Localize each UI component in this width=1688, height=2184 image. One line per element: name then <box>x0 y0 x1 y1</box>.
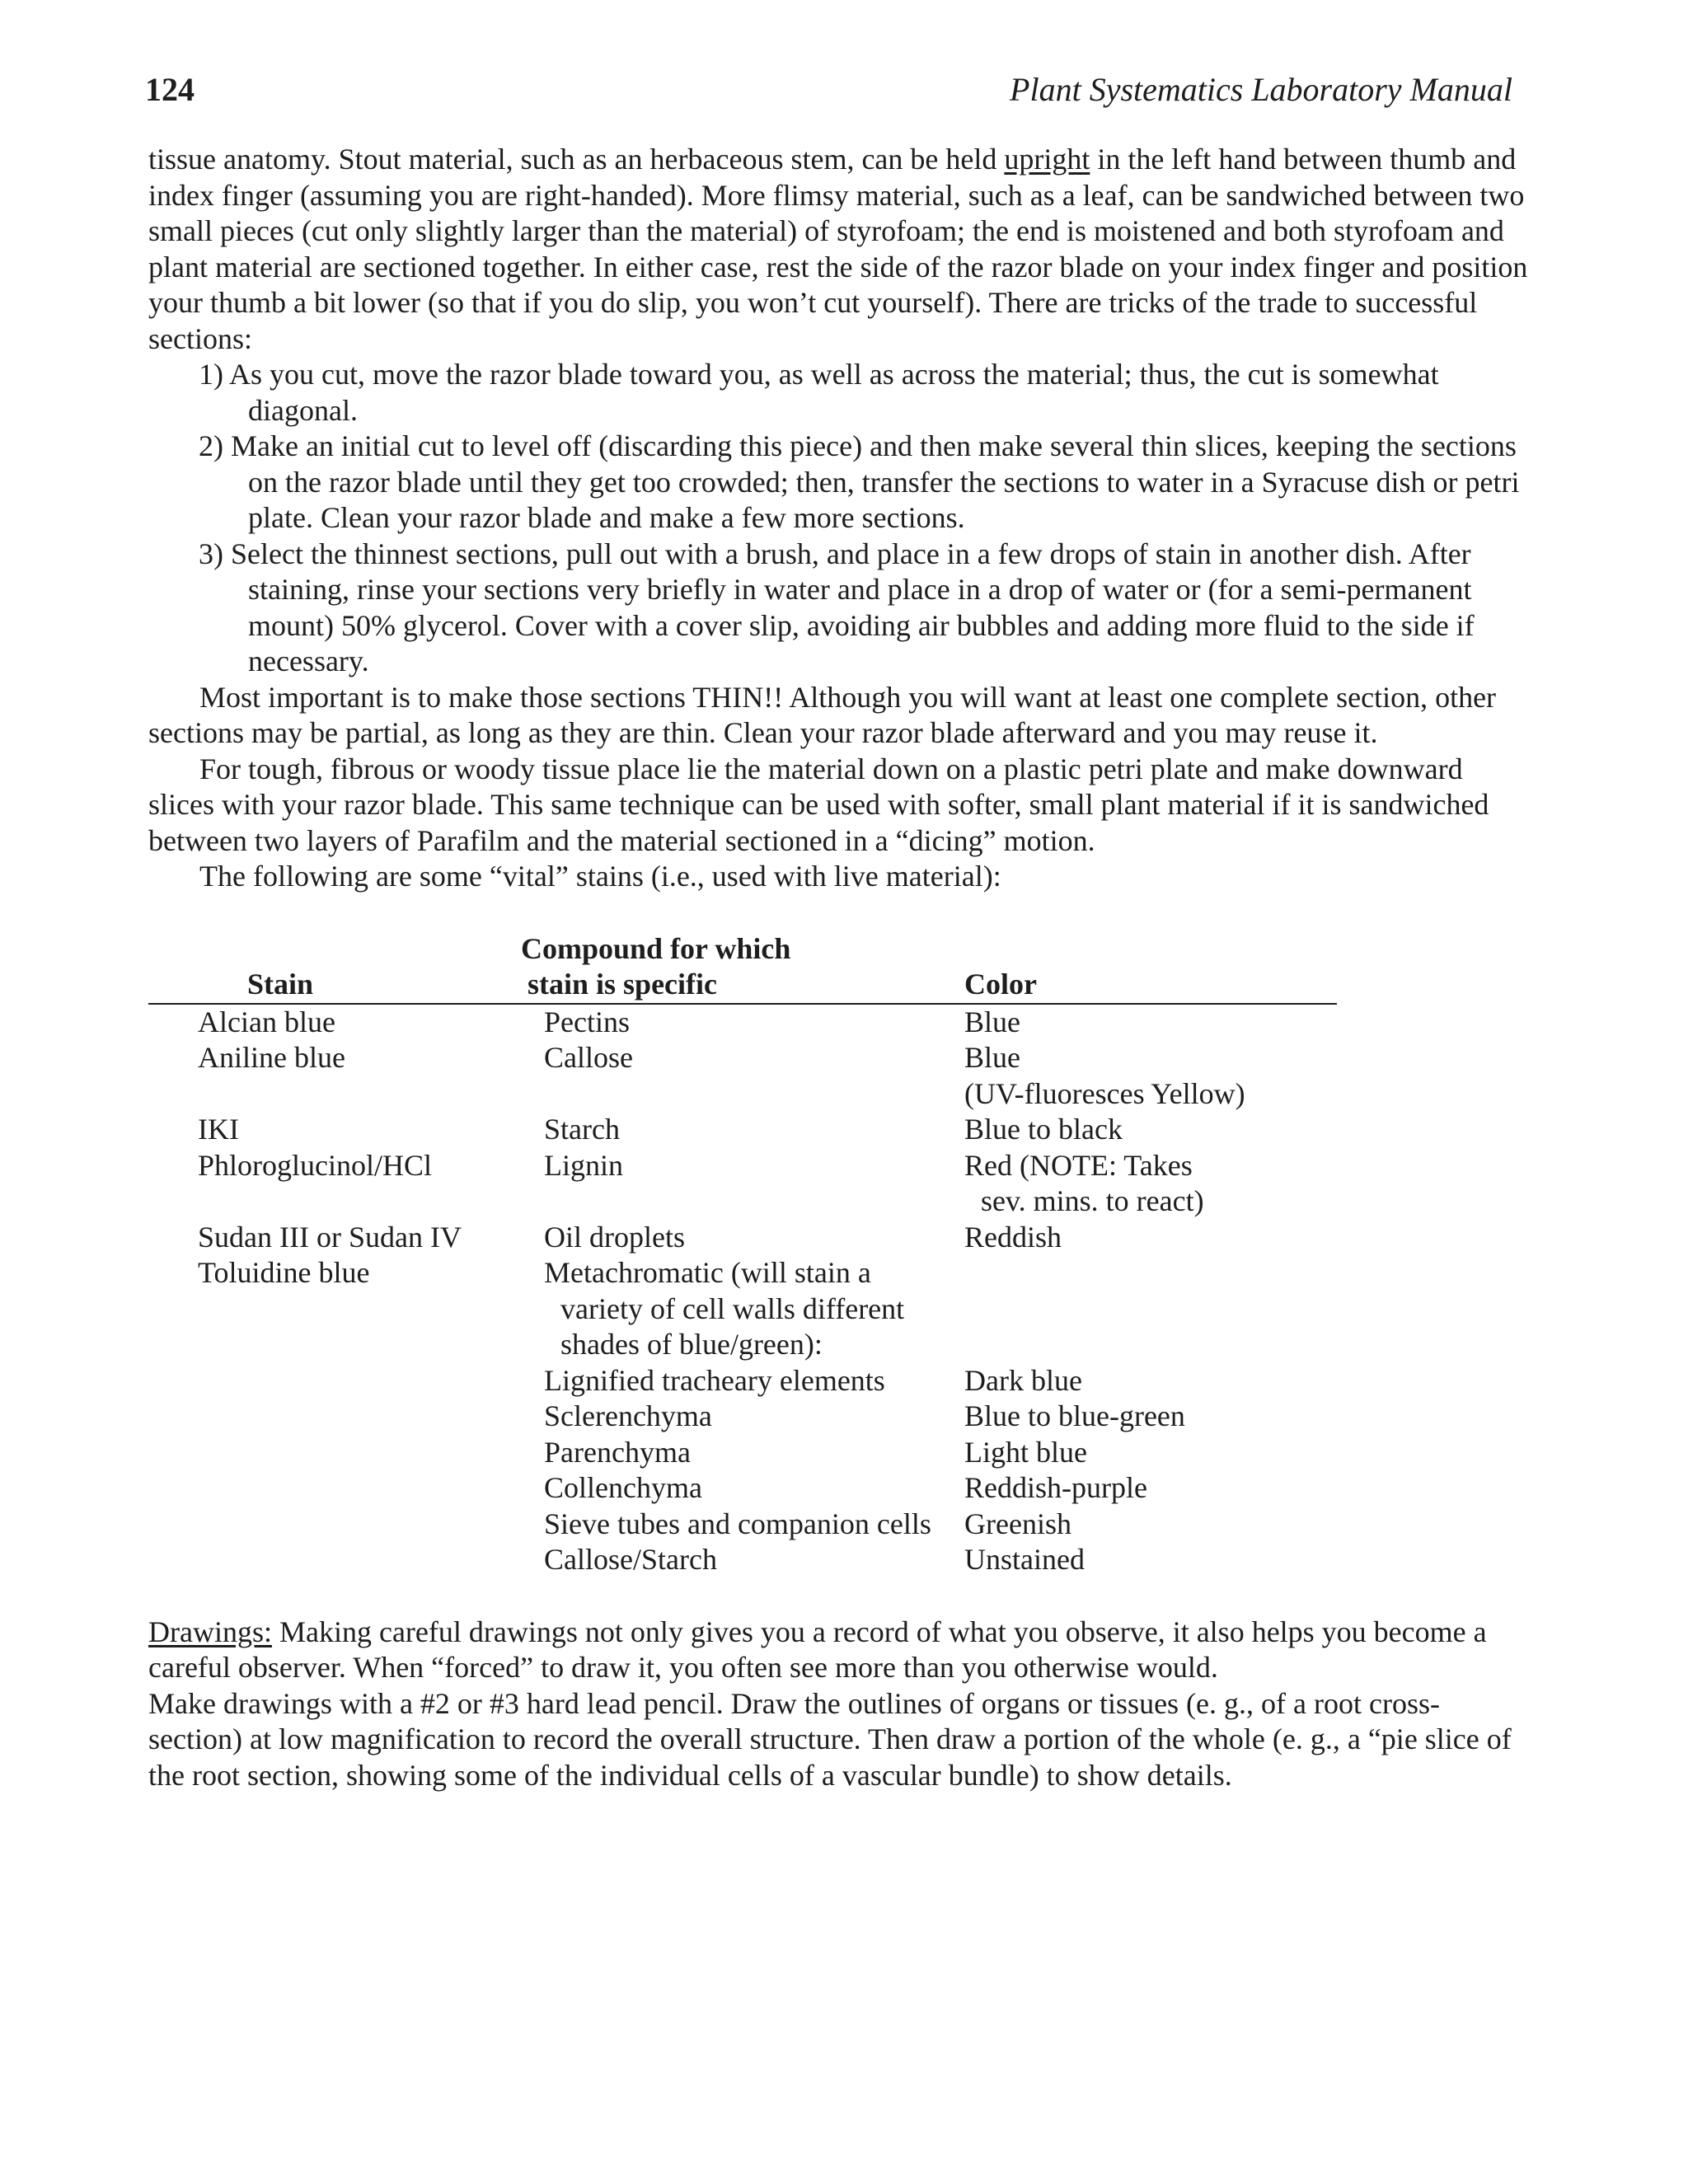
stain-cell <box>148 1076 519 1113</box>
table-row <box>148 1507 1337 1543</box>
compound-cell: Starch <box>544 1113 620 1146</box>
stain-cell <box>148 1363 519 1399</box>
intro-lead: tissue anatomy. Stout material, such as an herbaceous stem, can be held <box>148 143 1005 176</box>
header-compound-line2: stain is specific <box>528 968 717 1001</box>
intro-paragraph <box>148 142 1533 357</box>
table-row <box>148 1470 1337 1507</box>
stain-cell <box>148 1399 519 1435</box>
color-cell: Unstained <box>964 1543 1085 1576</box>
compound-cell: Sieve tubes and companion cells <box>544 1507 931 1540</box>
stain-cell <box>148 1507 519 1543</box>
stain-cell: IKI <box>198 1113 239 1146</box>
color-cell: Reddish-purple <box>964 1471 1147 1504</box>
intro-underlined-word: upright <box>1004 143 1090 176</box>
color-cell: sev. mins. to react) <box>981 1184 1204 1217</box>
vital-stains-intro: The following are some “vital” stains (i.e., used with live material): <box>199 860 1001 893</box>
table-row <box>148 1148 1337 1184</box>
list-item: 2) Make an initial cut to level off (discarding this piece) and then make several thin slices, keeping the sections on the razor blade until they get too crowded; then, transfer the sections to water in a Syracuse dish or petri plate. Clean your razor blade and make a few more sections. <box>199 429 1520 534</box>
compound-cell: shades of blue/green): <box>560 1328 823 1361</box>
table-row <box>148 1255 1337 1291</box>
table-row <box>148 1542 1337 1578</box>
color-cell: Greenish <box>964 1507 1071 1540</box>
table-row <box>148 1220 1337 1256</box>
table-row <box>148 1076 1337 1113</box>
color-cell: (UV-fluoresces Yellow) <box>964 1076 1245 1110</box>
color-cell: Light blue <box>964 1435 1087 1469</box>
stain-table <box>148 931 1337 1578</box>
compound-cell: Lignified tracheary elements <box>544 1363 885 1397</box>
compound-cell: Callose/Starch <box>544 1543 717 1576</box>
compound-cell: Lignin <box>544 1148 623 1182</box>
stain-cell <box>148 1291 519 1328</box>
table-row <box>148 1363 1337 1399</box>
stain-cell <box>148 1470 519 1507</box>
table-row <box>148 1112 1337 1148</box>
compound-cell: Parenchyma <box>544 1435 691 1469</box>
color-cell: Blue to black <box>964 1113 1123 1146</box>
stain-cell: Sudan III or Sudan IV <box>198 1220 462 1254</box>
stain-table-header <box>148 931 1337 1004</box>
compound-cell: Sclerenchyma <box>544 1399 712 1432</box>
list-item: 3) Select the thinnest sections, pull out with a brush, and place in a few drops of stain in another dish. After staining, rinse your sections very briefly in water and place in a drop of water or (for a semi-permanent mount) 50% glycerol. Cover with a cover slip, avoiding air bubbles and adding more fluid to the side if necessary. <box>199 537 1475 677</box>
color-cell <box>964 1327 1337 1363</box>
tough-tissue-paragraph: For tough, fibrous or woody tissue place lie the material down on a plastic petri plate and make downward slices with your razor blade. This same technique can be used with softer, small plant material if it is sandwiched between two layers of Parafilm and the material sectioned in a “dicing” motion. <box>148 752 1489 857</box>
compound-cell: Metachromatic (will stain a <box>544 1256 871 1289</box>
color-cell: Red (NOTE: Takes <box>964 1148 1193 1182</box>
compound-cell: variety of cell walls different <box>560 1291 905 1325</box>
spacer <box>148 895 1533 931</box>
table-row <box>148 1327 1337 1363</box>
color-cell: Blue to blue-green <box>964 1399 1185 1432</box>
color-cell: Reddish <box>964 1220 1062 1254</box>
list-item: 1) As you cut, move the razor blade toward you, as well as across the material; thus, the cut is somewhat diagonal. <box>199 358 1439 427</box>
compound-cell <box>519 1076 964 1113</box>
table-row <box>148 1399 1337 1435</box>
intro-rest: in the left hand between thumb and index finger (assuming you are right-handed). More flimsy material, such as a leaf, can be sandwiched between two small pieces (cut only slightly larger than the material) of styrofoam; the end is moistened and both styrofoam and plant material are sectioned together. In either case, rest the side of the razor blade on your index finger and position your thumb a bit lower (so that if you do slip, you won’t cut yourself). There are tricks of the trade to successful sections: <box>148 143 1528 355</box>
stain-cell: Toluidine blue <box>198 1256 370 1289</box>
stain-cell: Aniline blue <box>198 1041 345 1074</box>
table-row <box>148 1183 1337 1220</box>
stain-cell <box>148 1183 519 1220</box>
compound-cell: Oil droplets <box>544 1220 685 1254</box>
table-row <box>148 1291 1337 1328</box>
drawings-paragraph <box>148 1615 1533 1686</box>
compound-cell <box>519 1183 964 1220</box>
table-row <box>148 1040 1337 1076</box>
color-cell <box>964 1255 1337 1291</box>
drawings-paragraph-2: Make drawings with a #2 or #3 hard lead pencil. Draw the outlines of organs or tissues (e. g., of a root cross-section) at low magnification to record the overall structure. Then draw a portion of the whole (e. g., a “pie slice of the root section, showing some of the individual cells of a vascular bundle) to show details. <box>148 1686 1512 1792</box>
stain-cell: Alcian blue <box>198 1005 335 1038</box>
table-row <box>148 1004 1337 1041</box>
body-text <box>148 142 1533 1793</box>
compound-cell: Callose <box>544 1041 633 1074</box>
drawings-text: Making careful drawings not only gives you a record of what you observe, it also helps you become a careful observer. When “forced” to draw it, you often see more than you otherwise would. <box>148 1615 1487 1684</box>
table-row <box>148 1435 1337 1471</box>
thin-sections-paragraph: Most important is to make those sections THIN!! Although you will want at least one complete section, other sections may be partial, as long as they are thin. Clean your razor blade afterward and you may reuse it. <box>148 680 1497 749</box>
header-compound <box>519 931 964 1004</box>
stain-cell <box>148 1327 519 1363</box>
compound-cell: Pectins <box>544 1005 630 1038</box>
stain-cell: Phloroglucinol/HCl <box>198 1148 433 1182</box>
page-number: 124 <box>145 71 195 108</box>
running-title: Plant Systematics Laboratory Manual <box>1010 71 1512 108</box>
drawings-heading: Drawings: <box>148 1615 272 1648</box>
color-cell: Dark blue <box>964 1363 1082 1397</box>
color-cell: Blue <box>964 1041 1020 1074</box>
color-cell: Blue <box>964 1005 1020 1038</box>
spacer <box>148 1578 1533 1615</box>
header-stain: Stain <box>148 931 519 1004</box>
header-color: Color <box>964 931 1337 1004</box>
compound-cell: Collenchyma <box>544 1471 702 1504</box>
color-cell <box>964 1291 1337 1328</box>
header-compound-line1: Compound for which <box>521 931 791 965</box>
stain-cell <box>148 1542 519 1578</box>
stain-cell <box>148 1435 519 1471</box>
